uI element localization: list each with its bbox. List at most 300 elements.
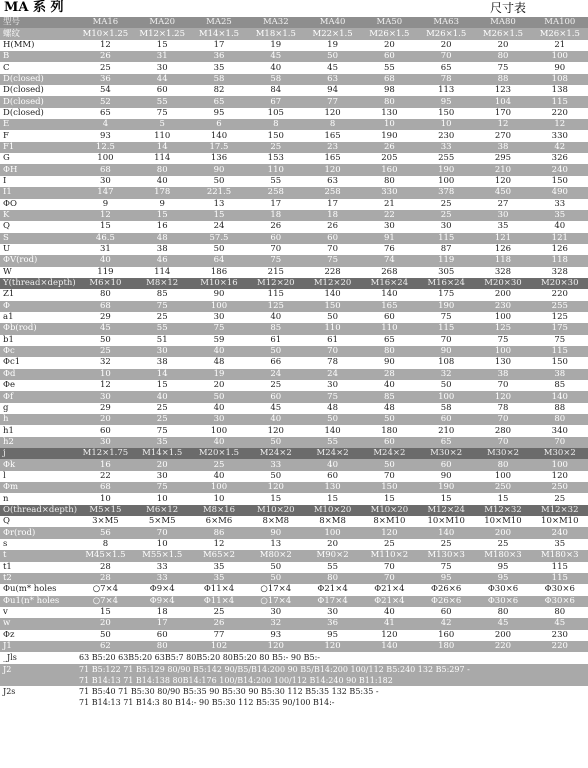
table-row <box>0 391 588 402</box>
row-label: s <box>0 539 77 550</box>
table-cell: 126 <box>475 244 532 255</box>
table-cell: 12 <box>191 539 248 550</box>
table-cell: 190 <box>361 130 418 141</box>
table-cell: 45 <box>304 62 361 73</box>
table-cell: 230 <box>475 301 532 312</box>
table-cell: 50 <box>361 414 418 425</box>
table-cell: 230 <box>418 130 475 141</box>
table-cell: 190 <box>418 482 475 493</box>
table-cell: ○7×4 <box>77 584 134 595</box>
table-cell: Φ30×6 <box>475 584 532 595</box>
table-cell: M12×32 <box>475 505 532 516</box>
table-cell: 100 <box>475 312 532 323</box>
row-label: S <box>0 233 77 244</box>
table-cell: 78 <box>475 403 532 414</box>
table-cell: 13 <box>247 539 304 550</box>
table-cell: 42 <box>531 142 588 153</box>
table-cell: 62 <box>77 641 134 652</box>
table-cell: 120 <box>304 164 361 175</box>
column-header: MA50 <box>361 17 418 28</box>
table-cell: 55 <box>247 176 304 187</box>
table-row <box>0 516 588 527</box>
column-header: 型号 <box>0 17 77 28</box>
table-cell: 80 <box>475 607 532 618</box>
table-cell: 29 <box>77 312 134 323</box>
table-cell: 45 <box>475 618 532 629</box>
table-cell: 120 <box>304 108 361 119</box>
table-cell: 95 <box>475 573 532 584</box>
table-cell: 48 <box>304 403 361 414</box>
table-cell: M12×1.25 <box>134 28 191 39</box>
table-cell: 115 <box>531 346 588 357</box>
table-cell: 205 <box>361 153 418 164</box>
table-cell: 118 <box>475 255 532 266</box>
table-cell: 125 <box>531 312 588 323</box>
table-cell: 14 <box>134 369 191 380</box>
table-cell: 26 <box>304 221 361 232</box>
table-cell: 70 <box>304 346 361 357</box>
table-cell: 58 <box>418 403 475 414</box>
table-cell: 12.5 <box>77 142 134 153</box>
table-cell: 10 <box>134 493 191 504</box>
table-cell: 50 <box>247 573 304 584</box>
table-cell: 110 <box>247 164 304 175</box>
table-cell: 90 <box>191 289 248 300</box>
table-cell: 63 <box>304 74 361 85</box>
table-cell: 25 <box>247 142 304 153</box>
table-cell: 88 <box>475 74 532 85</box>
table-cell: 36 <box>77 74 134 85</box>
table-cell: 13 <box>191 199 248 210</box>
row-label: F1 <box>0 142 77 153</box>
table-cell: 113 <box>418 85 475 96</box>
table-cell: M10×16 <box>191 278 248 289</box>
table-cell: 21 <box>361 199 418 210</box>
table-cell: 120 <box>475 391 532 402</box>
row-label: 螺纹 <box>0 28 77 39</box>
row-label: D(closed) <box>0 96 77 107</box>
table-row <box>0 471 588 482</box>
table-cell: 10 <box>418 119 475 130</box>
table-cell: M26×1.5 <box>475 28 532 39</box>
table-cell: 60 <box>418 607 475 618</box>
table-cell: 68 <box>77 482 134 493</box>
table-cell: 32 <box>418 369 475 380</box>
table-cell: 30 <box>247 607 304 618</box>
table-cell: 15 <box>475 493 532 504</box>
table-cell: 98 <box>361 85 418 96</box>
table-cell: 33 <box>418 142 475 153</box>
table-cell: 68 <box>77 164 134 175</box>
table-cell: 25 <box>134 414 191 425</box>
table-cell: 61 <box>247 335 304 346</box>
table-cell: M110×2 <box>361 550 418 561</box>
table-cell: M30×2 <box>418 448 475 459</box>
table-cell: 60 <box>418 459 475 470</box>
table-cell: 35 <box>134 437 191 448</box>
table-cell: 200 <box>475 289 532 300</box>
table-cell: 3×M5 <box>77 516 134 527</box>
table-cell: 51 <box>134 335 191 346</box>
table-cell: 140 <box>304 289 361 300</box>
table-cell: 190 <box>418 164 475 175</box>
row-label: Z1 <box>0 289 77 300</box>
row-label: Φ <box>0 301 77 312</box>
table-cell: 120 <box>247 482 304 493</box>
table-cell: 25 <box>361 539 418 550</box>
table-cell: 40 <box>191 471 248 482</box>
table-cell: 91 <box>361 233 418 244</box>
table-cell: 15 <box>134 380 191 391</box>
table-cell: 18 <box>134 607 191 618</box>
table-cell: 25 <box>134 312 191 323</box>
table-cell: M20×30 <box>531 278 588 289</box>
footer-line: 63 B5:20 63B5:20 63B5:7 80B5:20 80B5:20 80 B5:- 90 B5:- <box>79 653 321 663</box>
row-label: Φc <box>0 346 77 357</box>
table-cell: 120 <box>475 176 532 187</box>
table-cell: 85 <box>361 391 418 402</box>
table-cell: 84 <box>247 85 304 96</box>
table-cell: M12×24 <box>418 505 475 516</box>
table-cell: 21 <box>531 40 588 51</box>
table-cell: 75 <box>418 562 475 573</box>
table-cell: 25 <box>191 607 248 618</box>
table-cell: 75 <box>247 255 304 266</box>
table-cell: M55×1.5 <box>134 550 191 561</box>
table-cell: 104 <box>475 96 532 107</box>
table-cell: 100 <box>418 391 475 402</box>
table-cell: 70 <box>361 471 418 482</box>
table-cell: 25 <box>531 493 588 504</box>
table-cell: 35 <box>191 562 248 573</box>
table-cell: M26×1.5 <box>531 28 588 39</box>
column-header: MA63 <box>418 17 475 28</box>
table-cell: 95 <box>475 562 532 573</box>
table-cell: 8 <box>77 539 134 550</box>
table-cell: 150 <box>418 108 475 119</box>
table-cell: 75 <box>134 482 191 493</box>
table-cell: 40 <box>247 312 304 323</box>
table-cell: 12 <box>475 119 532 130</box>
table-cell: 40 <box>247 414 304 425</box>
table-cell: 31 <box>77 244 134 255</box>
table-cell: Φ21×4 <box>304 584 361 595</box>
table-cell: 50 <box>247 562 304 573</box>
table-cell: 268 <box>361 267 418 278</box>
table-row <box>0 573 588 584</box>
table-cell: 17 <box>304 199 361 210</box>
table-cell: 18 <box>304 210 361 221</box>
page-header <box>0 0 532 16</box>
row-label: n <box>0 493 77 504</box>
table-cell: 28 <box>361 369 418 380</box>
table-cell: 93 <box>77 130 134 141</box>
table-cell: 119 <box>418 255 475 266</box>
table-row <box>0 301 588 312</box>
table-cell: M6×10 <box>77 278 134 289</box>
row-label: O(thread×depth) <box>0 505 77 516</box>
table-cell: 20 <box>191 380 248 391</box>
table-cell: 90 <box>361 357 418 368</box>
table-cell: 10×M10 <box>475 516 532 527</box>
table-cell: 125 <box>247 301 304 312</box>
table-cell: 10 <box>361 119 418 130</box>
table-cell: 40 <box>247 62 304 73</box>
column-header: MA20 <box>134 17 191 28</box>
table-cell: Φ30×6 <box>475 596 532 607</box>
table-cell: 450 <box>475 187 532 198</box>
table-row <box>0 62 588 73</box>
table-row <box>0 335 588 346</box>
table-cell: 220 <box>475 641 532 652</box>
table-cell: 25 <box>418 210 475 221</box>
table-cell: 8×M8 <box>304 516 361 527</box>
table-cell: 38 <box>475 142 532 153</box>
table-cell: 160 <box>361 164 418 175</box>
table-cell: M24×2 <box>247 448 304 459</box>
table-cell: 114 <box>134 267 191 278</box>
table-cell: 32 <box>247 618 304 629</box>
table-cell: M180×3 <box>475 550 532 561</box>
table-cell: 10 <box>191 493 248 504</box>
table-cell: 110 <box>134 130 191 141</box>
table-cell: 57.5 <box>191 233 248 244</box>
table-cell: 54 <box>77 85 134 96</box>
table-cell: 255 <box>531 301 588 312</box>
table-cell: Φ11×4 <box>191 584 248 595</box>
table-cell: 29 <box>77 403 134 414</box>
table-cell: M12×32 <box>531 505 588 516</box>
table-cell: 22 <box>361 210 418 221</box>
row-label: F <box>0 130 77 141</box>
table-cell: 68 <box>77 301 134 312</box>
column-header: MA80 <box>475 17 532 28</box>
table-row <box>0 618 588 629</box>
table-cell: 258 <box>304 187 361 198</box>
table-cell: 85 <box>247 323 304 334</box>
table-cell: 26 <box>191 618 248 629</box>
table-cell: 120 <box>361 527 418 538</box>
table-cell: Φ9×4 <box>134 596 191 607</box>
table-cell: 25 <box>418 199 475 210</box>
table-cell: 27 <box>475 199 532 210</box>
table-cell: 25 <box>134 403 191 414</box>
table-cell: Φ26×6 <box>418 596 475 607</box>
table-row <box>0 630 588 641</box>
table-cell: 50 <box>361 459 418 470</box>
table-cell: 130 <box>304 482 361 493</box>
table-cell: M180×3 <box>531 550 588 561</box>
table-cell: 50 <box>77 335 134 346</box>
row-label: Q <box>0 516 77 527</box>
table-cell: ○17×4 <box>247 596 304 607</box>
table-cell: M12×1.75 <box>77 448 134 459</box>
table-row <box>0 584 588 595</box>
table-cell: 42 <box>418 618 475 629</box>
table-cell: 30 <box>77 176 134 187</box>
row-label: ΦO <box>0 199 77 210</box>
table-cell: 328 <box>475 267 532 278</box>
table-cell: 5×M5 <box>134 516 191 527</box>
table-cell: 35 <box>531 539 588 550</box>
table-cell: 65 <box>191 96 248 107</box>
table-row <box>0 221 588 232</box>
row-label: D(closed) <box>0 108 77 119</box>
table-cell: 88 <box>531 403 588 414</box>
table-cell: 100 <box>191 482 248 493</box>
table-cell: 50 <box>247 346 304 357</box>
table-row <box>0 596 588 607</box>
table-cell: 35 <box>531 210 588 221</box>
table-cell: 328 <box>531 267 588 278</box>
series-title: MA 系 列 <box>4 0 64 15</box>
table-cell: 80 <box>77 289 134 300</box>
table-cell: 10×M10 <box>531 516 588 527</box>
table-cell: 38 <box>531 369 588 380</box>
row-label: ΦH <box>0 164 77 175</box>
table-cell: 60 <box>77 425 134 436</box>
table-cell: 60 <box>134 630 191 641</box>
table-cell: 25 <box>247 380 304 391</box>
table-cell: 35 <box>191 62 248 73</box>
row-label: Φd <box>0 369 77 380</box>
table-cell: 70 <box>361 562 418 573</box>
table-cell: 40 <box>304 459 361 470</box>
table-cell: 75 <box>134 108 191 119</box>
table-cell: M30×2 <box>475 448 532 459</box>
table-cell: 24 <box>247 369 304 380</box>
table-row <box>0 346 588 357</box>
table-cell: ○17×4 <box>247 584 304 595</box>
table-cell: ○7×4 <box>77 596 134 607</box>
table-cell: 80 <box>475 459 532 470</box>
table-cell: 15 <box>77 607 134 618</box>
table-row <box>0 233 588 244</box>
table-cell: 280 <box>475 425 532 436</box>
row-label: B <box>0 51 77 62</box>
table-cell: 50 <box>247 471 304 482</box>
table-cell: 40 <box>361 380 418 391</box>
table-row <box>0 176 588 187</box>
table-cell: 240 <box>531 164 588 175</box>
footer-line: 71 B5:40 71 B5:30 80/90 B5:35 90 B5:30 90 B5:30 112 B5:35 132 B5:35 - <box>79 687 379 697</box>
table-cell: 75 <box>475 62 532 73</box>
table-row <box>0 527 588 538</box>
table-cell: Φ21×4 <box>361 584 418 595</box>
table-cell: 228 <box>304 267 361 278</box>
table-cell: 46 <box>134 255 191 266</box>
table-cell: 50 <box>304 312 361 323</box>
table-row <box>0 493 588 504</box>
table-cell: 126 <box>531 244 588 255</box>
table-cell: 210 <box>418 425 475 436</box>
table-cell: 36 <box>304 618 361 629</box>
table-cell: 85 <box>531 380 588 391</box>
table-cell: 130 <box>475 357 532 368</box>
row-label: I1 <box>0 187 77 198</box>
table-cell: 15 <box>304 493 361 504</box>
table-cell: M14×1.5 <box>134 448 191 459</box>
table-cell: 55 <box>361 62 418 73</box>
table-cell: 19 <box>304 40 361 51</box>
table-cell: 80 <box>361 96 418 107</box>
table-cell: 240 <box>531 527 588 538</box>
table-cell: 25 <box>475 539 532 550</box>
table-cell: M10×20 <box>247 505 304 516</box>
table-row <box>0 210 588 221</box>
row-label: W <box>0 267 77 278</box>
table-cell: 20 <box>475 40 532 51</box>
table-row <box>0 130 588 141</box>
table-cell: 60 <box>304 471 361 482</box>
table-cell: M6×12 <box>134 505 191 516</box>
table-cell: 70 <box>418 335 475 346</box>
table-cell: 108 <box>531 74 588 85</box>
dimension-table <box>0 17 588 709</box>
table-cell: M18×1.5 <box>247 28 304 39</box>
table-cell: 25 <box>418 539 475 550</box>
table-cell: 123 <box>475 85 532 96</box>
table-cell: 114 <box>134 153 191 164</box>
table-cell: 26 <box>77 51 134 62</box>
column-header: MA32 <box>247 17 304 28</box>
table-cell: 40 <box>134 391 191 402</box>
table-row <box>0 108 588 119</box>
table-row <box>0 40 588 51</box>
table-row <box>0 539 588 550</box>
table-cell: 50 <box>191 176 248 187</box>
table-cell: 25 <box>77 62 134 73</box>
table-cell: 75 <box>191 323 248 334</box>
row-label: U <box>0 244 77 255</box>
table-cell: 250 <box>531 482 588 493</box>
table-cell: 490 <box>531 187 588 198</box>
table-cell: 94 <box>304 85 361 96</box>
table-cell: M130×3 <box>418 550 475 561</box>
table-cell: 76 <box>361 244 418 255</box>
table-cell: 59 <box>191 335 248 346</box>
table-cell: 50 <box>304 414 361 425</box>
table-cell: 230 <box>531 630 588 641</box>
table-cell: 36 <box>191 51 248 62</box>
row-label: H(MM) <box>0 40 77 51</box>
dimension-table-label: 尺寸表 <box>489 1 526 15</box>
table-cell: M65×2 <box>191 550 248 561</box>
table-header-row <box>0 17 588 28</box>
table-cell: 50 <box>191 244 248 255</box>
table-cell: 136 <box>191 153 248 164</box>
table-cell: 270 <box>475 130 532 141</box>
table-cell: 210 <box>475 164 532 175</box>
table-row <box>0 74 588 85</box>
table-cell: 58 <box>247 74 304 85</box>
table-cell: 50 <box>191 391 248 402</box>
table-cell: 80 <box>304 573 361 584</box>
footer-text <box>77 652 588 663</box>
table-cell: 10 <box>134 539 191 550</box>
table-cell: 60 <box>304 233 361 244</box>
table-cell: 30 <box>304 380 361 391</box>
table-cell: 90 <box>418 471 475 482</box>
row-label: t1 <box>0 562 77 573</box>
table-cell: 82 <box>191 85 248 96</box>
table-cell: 12 <box>77 40 134 51</box>
table-row <box>0 482 588 493</box>
table-cell: 16 <box>134 221 191 232</box>
table-cell: 250 <box>475 482 532 493</box>
table-cell: 87 <box>418 244 475 255</box>
table-cell: 8×M8 <box>247 516 304 527</box>
